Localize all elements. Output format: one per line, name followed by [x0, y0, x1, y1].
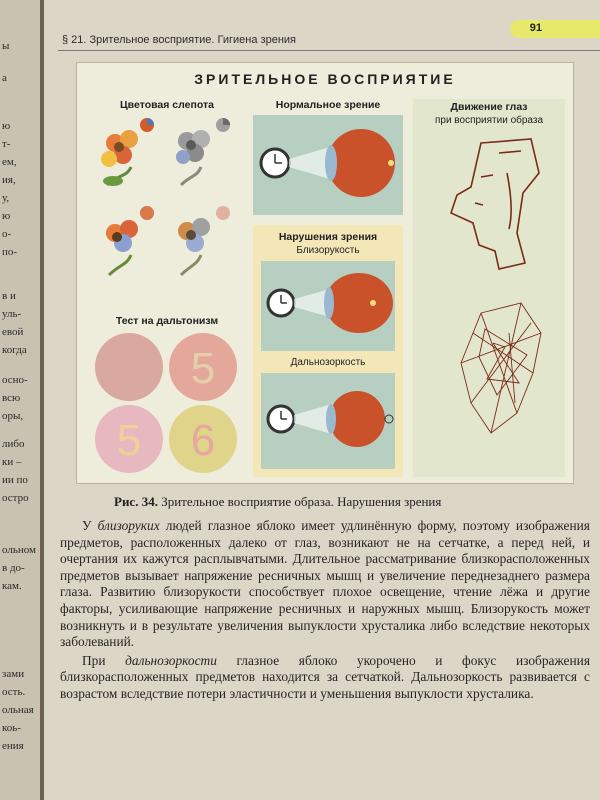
myopia-panel [261, 261, 395, 351]
eyeball-icon [325, 273, 393, 333]
left-fragment: о- [2, 228, 12, 240]
left-fragment: евой [2, 326, 24, 338]
left-fragment: а [2, 72, 7, 84]
page-number: 91 [529, 22, 542, 34]
left-fragment: когда [2, 344, 27, 356]
caption-number: Рис. 34. [114, 494, 158, 509]
figure-title: ЗРИТЕЛЬНОЕ ВОСПРИЯТИЕ [194, 71, 456, 87]
daltonism-test-plates [91, 329, 251, 479]
hyperopia-label: Дальнозоркость [290, 357, 366, 368]
normal-vision-label: Нормальное зрение [275, 99, 381, 111]
color-wheel-icon [140, 118, 230, 132]
svg-text:6: 6 [190, 416, 216, 465]
eye-movement-label: Движение глаз [450, 101, 528, 113]
figure-34 [76, 62, 574, 484]
left-fragment: ость. [2, 686, 26, 698]
left-fragment: по- [2, 246, 18, 258]
body-text [60, 518, 590, 703]
left-fragment: ия, [2, 174, 16, 186]
color-blindness-illustration [87, 115, 247, 315]
left-fragment: осно- [2, 374, 28, 386]
eye-movement-sublabel: при восприятии образа [434, 115, 544, 126]
left-fragment: коь- [2, 722, 21, 734]
svg-text:5: 5 [116, 416, 142, 465]
color-blindness-label: Цветовая слепота [120, 99, 214, 111]
left-fragment: ения [2, 740, 24, 752]
eye-scanpath-icon [461, 303, 541, 433]
left-fragment: либо [2, 438, 25, 450]
left-page-edge [0, 0, 42, 800]
left-fragment: остро [2, 492, 29, 504]
left-fragment: ии по [2, 474, 28, 486]
hyperopia-panel [261, 373, 395, 469]
paragraph-myopia: У близоруких людей глазное яблоко имеет удлинённую форму, поэтому изображения предметов, расположенных далеко от глаз, возникают не на сетчатке, а перед ней, и очертания их кажутся расплывчатыми. Длительное рассматривание близкорасположенных предметов вызывает напряжение ресничных мышц и увеличение переднезаднего размера глаза. Развитию близорукости способствует плохое освещение, чтение лёжа и другие факторы, усиливающие напряжение ресничных и наружных мышц. Близорукость может возникнуть и в результате увеличения выпуклости хрусталика либо вследствие некоторых заболеваний. [60, 518, 590, 650]
left-fragment: зами [2, 668, 25, 680]
left-fragment: ю [2, 120, 11, 132]
left-fragment: ки – [2, 456, 22, 468]
flower-color-icon [101, 130, 138, 186]
eye-movement-illustration [421, 133, 561, 473]
daltonism-test-label: Тест на дальтонизм [115, 315, 219, 327]
left-fragment: ю [2, 210, 11, 222]
eyeball-icon [327, 129, 395, 197]
left-fragment: ы [2, 40, 10, 52]
figure-caption [114, 494, 441, 510]
left-fragment: у, [2, 192, 10, 204]
paragraph-hyperopia: При дальнозоркости глазное яблоко укорочено и фокус изображения близкорасположенных предметов находится за сетчаткой. Дальнозоркость развивается с возрастом вследствие потери эластичности и уменьшения выпуклости хрусталика. [60, 652, 590, 701]
vision-disorders-label: Нарушения зрения [278, 231, 378, 243]
left-fragment: ольная [2, 704, 34, 716]
left-fragment: оры, [2, 410, 24, 422]
section-header: § 21. Зрительное восприятие. Гигиена зрения [62, 34, 296, 46]
left-fragment: кам. [2, 580, 22, 592]
left-fragment: ольном [2, 544, 36, 556]
eyeball-icon [329, 391, 385, 447]
term-myopia: близоруких [97, 518, 160, 533]
left-fragment: в до- [2, 562, 25, 574]
svg-text:5: 5 [190, 344, 216, 393]
header-divider [58, 50, 600, 51]
left-fragment: ем, [2, 156, 17, 168]
flower-color-icon-2 [106, 220, 138, 275]
page-number-tab [510, 20, 600, 38]
myopia-label: Близорукость [296, 245, 360, 256]
left-fragment: т- [2, 138, 11, 150]
left-fragment: уль- [2, 308, 22, 320]
flower-gray-icon [176, 130, 210, 185]
nefertiti-head-icon [451, 139, 539, 269]
ishihara-plate-icon [95, 333, 163, 401]
left-fragment: в и [2, 290, 16, 302]
normal-vision-panel [253, 115, 403, 215]
left-fragment: всю [2, 392, 21, 404]
caption-text: Зрительное восприятие образа. Нарушения зрения [161, 494, 442, 509]
term-hyperopia: дальнозоркости [125, 652, 217, 668]
textbook-page [44, 0, 600, 800]
flower-gray-icon-2 [140, 206, 230, 275]
